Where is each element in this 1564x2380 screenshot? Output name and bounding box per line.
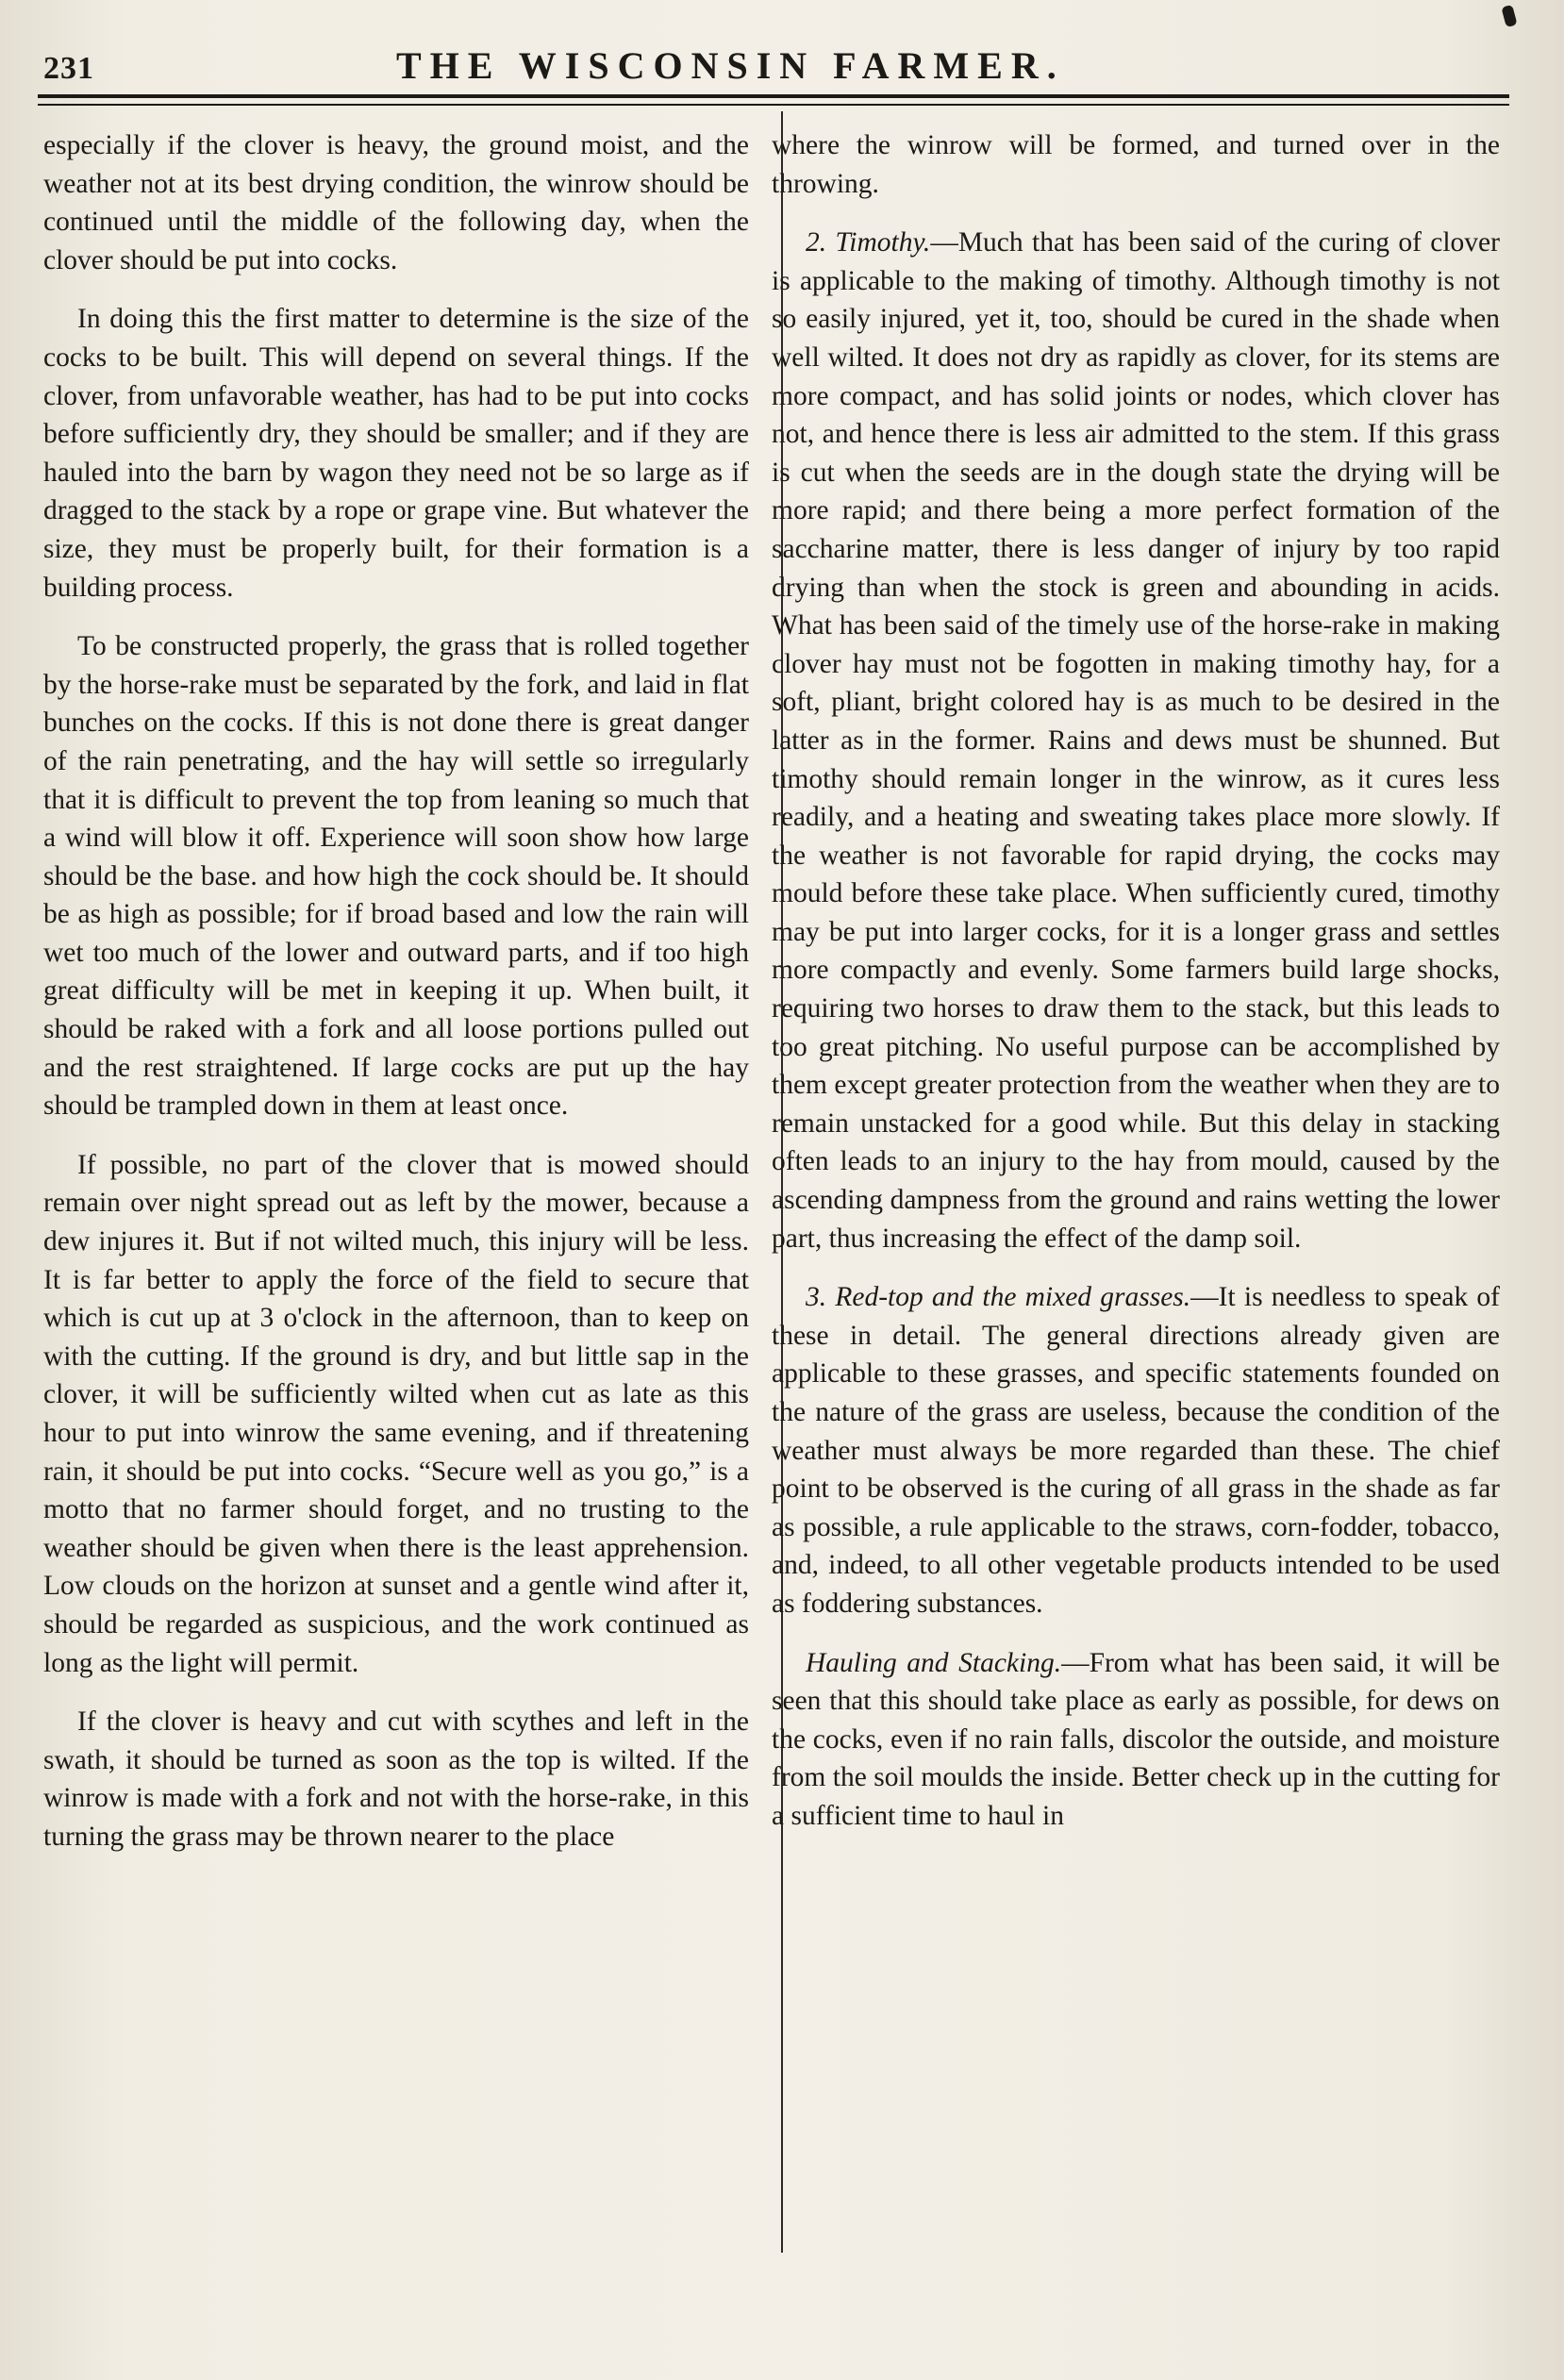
page-number: 231 [43, 51, 94, 86]
left-paragraph-5: If the clover is heavy and cut with scythes and left in the swath, it should be turned as soon as the top is wilted. If the winrow is made with a fork and not with the horse-rake, in this turning the grass may be thrown nearer to the place [43, 1706, 749, 1852]
page-header [38, 38, 1509, 87]
running-title: THE WISCONSIN FARMER. [396, 44, 1065, 87]
right-paragraph-redtop [772, 1278, 1500, 1623]
hauling-heading: Hauling and Stacking. [806, 1647, 1062, 1678]
ink-smudge [1501, 5, 1517, 27]
header-rule-thin [38, 104, 1509, 106]
left-column [43, 126, 749, 1877]
right-column [772, 126, 1500, 1856]
timothy-text: —Much that has been said of the curing of clover is applicable to the making of timothy. Although timothy is not so easily injured, yet it, too, should be cured in the shade when well wilted. It does not dry as rapidly as clover, for its stems are more compact, and has solid joints or nodes, which clover has not, and hence there is less air admitted to the stem. If this grass is cut when the seeds are in the dough state the drying will be more rapid; and there being a more perfect formation of the saccharine matter, there is less danger of injury by too rapid drying than when the stock is green and abounding in acids. What has been said of the timely use of the horse-rake in making clover hay must not be fogotten in making timothy hay, for a soft, pliant, bright colored hay is as much to be desired in the latter as in the former. Rains and dews must be shunned. But timothy should remain longer in the winrow, as it cures less readily, and a heating and sweating takes place more slowly. If the weather is not favorable for rapid drying, the cocks may mould before these take place. When sufficiently cured, timothy may be put into larger cocks, for it is a longer grass and settles more compactly and evenly. Some farmers build large shocks, requiring two horses to draw them to the stack, but this leads to too great pitching. No useful purpose can be accomplished by them except greater protection from the weather when they are to remain unstacked for a good while. But this delay in stacking often leads to an injury to the hay from mould, caused by the ascending dampness from the ground and rains wetting the lower part, thus increasing the effect of the damp soil. [772, 227, 1500, 1254]
left-paragraph-1: especially if the clover is heavy, the ground moist, and the weather not at its best drying condition, the winrow should be continued until the middle of the following day, when the clover should be put into cocks. [43, 130, 749, 275]
header-rule-thick [38, 94, 1509, 98]
redtop-heading: 3. Red-top and the mixed grasses. [806, 1282, 1191, 1313]
left-paragraph-4: If possible, no part of the clover that is mowed should remain over night spread out as left by the mower, because a dew injures it. But if not wilted much, this injury will be less. It is far better to apply the force of the field to secure that which is cut up at 3 o'clock in the afternoon, than to keep on with the cutting. If the ground is dry, and but little sap in the clover, it will be sufficiently wilted when cut as late as this hour to put into winrow the same evening, and if threatening rain, it should be put into cocks. “Secure well as you go,” is a motto that no farmer should forget, and no trusting to the weather should be given when there is the least apprehension. Low clouds on the horizon at sunset and a gentle wind after it, should be regarded as suspicious, and the work continued as long as the light will permit. [43, 1149, 749, 1678]
left-paragraph-3: To be constructed properly, the grass that is rolled together by the horse-rake must be separated by the fork, and laid in flat bunches on the cocks. If this is not done there is great danger of the rain penetrating, and the hay will settle so irregularly that it is difficult to prevent the top from leaning so much that a wind will blow it off. Experience will soon show how large should be the base. and how high the cock should be. It should be as high as possible; for if broad based and low the rain will wet too much of the lower and outward parts, and if too high great difficulty will be met in keeping it up. When built, it should be raked with a fork and all loose portions pulled out and the rest straightened. If large cocks are put up the hay should be trampled down in them at least once. [43, 631, 749, 1122]
timothy-heading: 2. Timothy. [806, 227, 931, 258]
hauling-text: —From what has been said, it will be seen that this should take place as early as possible, for dews on the cocks, even if no rain falls, discolor the outside, and moisture from the soil moulds the inside. Better check up in the cutting for a sufficient time to haul in [772, 1647, 1500, 1831]
redtop-text: —It is needless to speak of these in detail. The general directions already given are applicable to these grasses, and specific statements founded on the nature of the grass are useless, because the condition of the weather must always be more regarded than these. The chief point to be observed is the curing of all grass in the shade as far as possible, a rule applicable to the straws, corn-fodder, tobacco, and, indeed, to all other vegetable products intended to be used as foddering substances. [772, 1282, 1500, 1619]
right-paragraph-1: where the winrow will be formed, and turned over in the throwing. [772, 130, 1500, 199]
right-paragraph-timothy [772, 224, 1500, 1257]
left-paragraph-2: In doing this the first matter to determine is the size of the cocks to be built. This will depend on several things. If the clover, from unfavorable weather, has had to be put into cocks before sufficiently dry, they should be smaller; and if they are hauled into the barn by wagon they need not be so large as if dragged to the stack by a rope or grape vine. But whatever the size, they must be properly built, for their formation is a building process. [43, 304, 749, 603]
right-paragraph-hauling [772, 1644, 1500, 1836]
